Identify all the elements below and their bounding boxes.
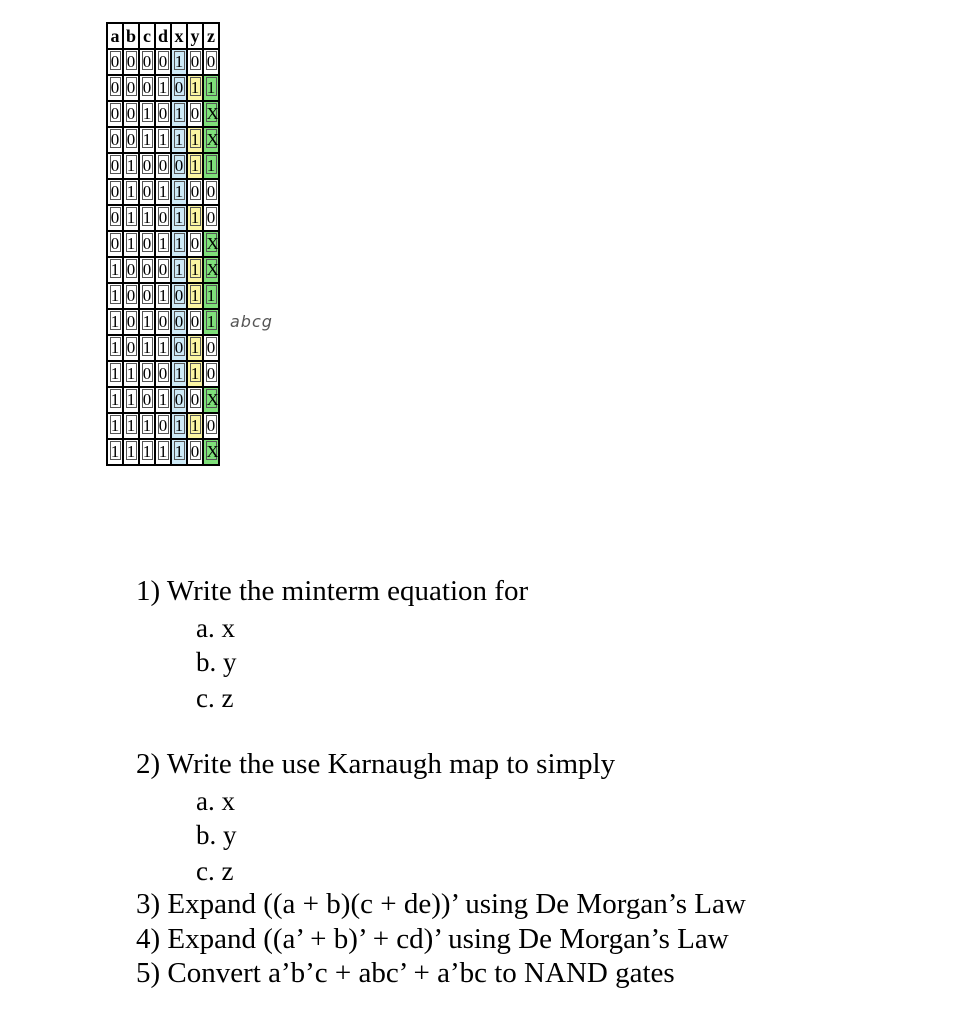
- cell-value: 1: [174, 130, 184, 149]
- truth-table-row: [107, 231, 219, 257]
- cell-value: 1: [174, 260, 184, 279]
- cell-value: 1: [206, 286, 216, 305]
- cell-y: [187, 101, 203, 127]
- cell-value: 0: [126, 260, 136, 279]
- cell-y: [187, 283, 203, 309]
- cell-value: 1: [158, 234, 168, 253]
- cell-value: 1: [158, 182, 168, 201]
- truth-table-row: [107, 205, 219, 231]
- cell-z: [203, 205, 219, 231]
- cell-value: 0: [142, 260, 152, 279]
- cell-a: [107, 101, 123, 127]
- truth-table: [106, 22, 220, 466]
- header-c: c: [139, 23, 155, 49]
- cell-b: [123, 283, 139, 309]
- cell-value: 0: [190, 312, 200, 331]
- cell-b: [123, 205, 139, 231]
- cell-a: [107, 361, 123, 387]
- cell-d: [155, 413, 171, 439]
- cell-value: 0: [174, 390, 184, 409]
- header-b: b: [123, 23, 139, 49]
- cell-x: [171, 283, 187, 309]
- cell-x: [171, 101, 187, 127]
- cell-value: 0: [206, 338, 216, 357]
- truth-table-row: [107, 361, 219, 387]
- cell-value: 1: [174, 442, 184, 461]
- cell-y: [187, 231, 203, 257]
- cell-a: [107, 153, 123, 179]
- cell-c: [139, 101, 155, 127]
- cell-value: 0: [126, 78, 136, 97]
- cell-z: [203, 361, 219, 387]
- cell-value: 0: [190, 182, 200, 201]
- cell-value: 0: [142, 286, 152, 305]
- cell-d: [155, 75, 171, 101]
- question-2: 2) Write the use Karnaugh map to simply: [136, 748, 616, 780]
- cell-value: X: [206, 104, 219, 123]
- question-1: 1) Write the minterm equation for: [136, 575, 529, 607]
- cell-c: [139, 387, 155, 413]
- cell-value: 1: [110, 416, 120, 435]
- cell-value: 1: [206, 156, 216, 175]
- cell-value: 0: [110, 78, 120, 97]
- question-3: 3) Expand ((a + b)(c + de))’ using De Morgan’s Law: [136, 888, 746, 920]
- cell-value: 0: [142, 234, 152, 253]
- cell-value: 1: [110, 442, 120, 461]
- cell-value: 0: [174, 286, 184, 305]
- truth-table-row: [107, 49, 219, 75]
- cell-c: [139, 309, 155, 335]
- cell-c: [139, 335, 155, 361]
- cell-value: 1: [158, 286, 168, 305]
- cell-value: 1: [126, 442, 136, 461]
- cell-a: [107, 49, 123, 75]
- cell-value: 1: [142, 416, 152, 435]
- cell-value: 0: [206, 52, 216, 71]
- header-x: x: [171, 23, 187, 49]
- cell-a: [107, 75, 123, 101]
- cell-value: 0: [126, 130, 136, 149]
- cell-z: [203, 309, 219, 335]
- cell-d: [155, 127, 171, 153]
- cell-d: [155, 257, 171, 283]
- cell-z: [203, 153, 219, 179]
- cell-x: [171, 153, 187, 179]
- cell-a: [107, 283, 123, 309]
- cell-c: [139, 439, 155, 465]
- cell-c: [139, 257, 155, 283]
- cell-d: [155, 361, 171, 387]
- cell-value: 0: [190, 234, 200, 253]
- cell-value: 0: [110, 208, 120, 227]
- cell-value: X: [206, 442, 219, 461]
- cell-value: 0: [206, 416, 216, 435]
- cell-z: [203, 101, 219, 127]
- cell-value: 1: [126, 156, 136, 175]
- cell-value: 1: [110, 286, 120, 305]
- cell-value: 0: [158, 260, 168, 279]
- cell-y: [187, 153, 203, 179]
- cell-value: 1: [126, 208, 136, 227]
- cell-value: 1: [142, 312, 152, 331]
- cell-value: X: [206, 234, 219, 253]
- cell-z: [203, 75, 219, 101]
- cell-a: [107, 439, 123, 465]
- cell-y: [187, 387, 203, 413]
- cell-value: 1: [142, 442, 152, 461]
- question-2-item-b: b. y: [196, 820, 237, 850]
- cell-d: [155, 309, 171, 335]
- cell-value: X: [206, 390, 219, 409]
- cell-value: 0: [190, 390, 200, 409]
- cell-value: 1: [190, 416, 200, 435]
- cell-value: 0: [110, 182, 120, 201]
- cell-b: [123, 153, 139, 179]
- cell-value: 1: [206, 78, 216, 97]
- cell-value: 0: [126, 52, 136, 71]
- cell-z: [203, 231, 219, 257]
- cell-b: [123, 75, 139, 101]
- cell-value: 1: [110, 338, 120, 357]
- cell-y: [187, 413, 203, 439]
- truth-table-row: [107, 153, 219, 179]
- cell-b: [123, 49, 139, 75]
- cell-x: [171, 257, 187, 283]
- cell-value: 0: [158, 364, 168, 383]
- truth-table-header-row: [107, 23, 219, 49]
- cell-value: 1: [142, 104, 152, 123]
- cell-value: 0: [126, 312, 136, 331]
- cell-value: 1: [174, 208, 184, 227]
- cell-c: [139, 361, 155, 387]
- cell-value: 1: [110, 390, 120, 409]
- cell-y: [187, 309, 203, 335]
- cell-value: 0: [206, 364, 216, 383]
- cell-c: [139, 413, 155, 439]
- cell-z: [203, 257, 219, 283]
- cell-x: [171, 309, 187, 335]
- cell-value: 1: [190, 208, 200, 227]
- cell-value: 0: [158, 312, 168, 331]
- cell-value: 0: [174, 312, 184, 331]
- truth-table-row: [107, 413, 219, 439]
- cell-d: [155, 205, 171, 231]
- cell-b: [123, 179, 139, 205]
- cell-value: 1: [158, 78, 168, 97]
- cell-z: [203, 49, 219, 75]
- cell-value: 0: [126, 338, 136, 357]
- cell-x: [171, 49, 187, 75]
- cell-d: [155, 49, 171, 75]
- cell-value: 1: [174, 104, 184, 123]
- cell-value: 0: [142, 78, 152, 97]
- question-4: 4) Expand ((a’ + b)’ + cd)’ using De Morgan’s Law: [136, 923, 729, 955]
- truth-table-row: [107, 127, 219, 153]
- cell-value: 1: [158, 338, 168, 357]
- cell-value: 0: [206, 182, 216, 201]
- cell-a: [107, 231, 123, 257]
- cell-c: [139, 127, 155, 153]
- cell-value: 1: [190, 260, 200, 279]
- cell-b: [123, 387, 139, 413]
- truth-table-row: [107, 309, 219, 335]
- cell-d: [155, 387, 171, 413]
- question-2-item-c: c. z: [196, 856, 234, 886]
- cell-y: [187, 335, 203, 361]
- question-2-item-a: a. x: [196, 786, 235, 816]
- cell-x: [171, 231, 187, 257]
- cell-value: 1: [190, 156, 200, 175]
- cell-value: 1: [126, 364, 136, 383]
- cell-b: [123, 127, 139, 153]
- cell-y: [187, 257, 203, 283]
- cell-d: [155, 153, 171, 179]
- cell-value: 1: [110, 260, 120, 279]
- truth-table-row: [107, 257, 219, 283]
- cell-value: 0: [206, 208, 216, 227]
- cell-b: [123, 439, 139, 465]
- cell-value: 0: [190, 442, 200, 461]
- cell-b: [123, 413, 139, 439]
- cell-x: [171, 439, 187, 465]
- cell-value: 0: [110, 104, 120, 123]
- cell-value: 0: [174, 156, 184, 175]
- truth-table-row: [107, 101, 219, 127]
- cell-value: 0: [190, 104, 200, 123]
- cell-c: [139, 205, 155, 231]
- cell-value: 1: [174, 182, 184, 201]
- cell-value: 1: [174, 364, 184, 383]
- truth-table-row: [107, 439, 219, 465]
- cell-y: [187, 49, 203, 75]
- cell-value: 1: [142, 338, 152, 357]
- cell-d: [155, 439, 171, 465]
- cell-a: [107, 205, 123, 231]
- cell-value: 0: [158, 104, 168, 123]
- cell-c: [139, 75, 155, 101]
- cell-b: [123, 257, 139, 283]
- cell-y: [187, 127, 203, 153]
- cell-z: [203, 439, 219, 465]
- cell-value: 1: [174, 234, 184, 253]
- cell-value: 0: [110, 234, 120, 253]
- cell-value: 1: [158, 130, 168, 149]
- cell-value: 1: [110, 312, 120, 331]
- cell-value: 1: [126, 234, 136, 253]
- cell-a: [107, 179, 123, 205]
- cell-value: 1: [190, 364, 200, 383]
- cell-x: [171, 205, 187, 231]
- cell-value: 0: [110, 52, 120, 71]
- cell-d: [155, 231, 171, 257]
- header-a: a: [107, 23, 123, 49]
- cell-d: [155, 335, 171, 361]
- cell-x: [171, 413, 187, 439]
- cell-c: [139, 49, 155, 75]
- truth-table-row: [107, 283, 219, 309]
- cell-z: [203, 387, 219, 413]
- header-z: z: [203, 23, 219, 49]
- cell-b: [123, 309, 139, 335]
- cell-value: 1: [190, 286, 200, 305]
- cell-value: 0: [142, 52, 152, 71]
- cell-value: X: [206, 260, 219, 279]
- cell-value: 1: [174, 416, 184, 435]
- cell-value: 0: [142, 390, 152, 409]
- cell-c: [139, 153, 155, 179]
- cell-a: [107, 257, 123, 283]
- cell-value: 0: [174, 78, 184, 97]
- question-5: 5) Convert a’b’c + abc’ + a’bc to NAND gates: [136, 957, 675, 989]
- cell-c: [139, 231, 155, 257]
- cell-a: [107, 387, 123, 413]
- cell-a: [107, 335, 123, 361]
- cell-value: 1: [190, 130, 200, 149]
- cell-y: [187, 439, 203, 465]
- question-1-item-b: b. y: [196, 647, 237, 677]
- cell-value: 1: [142, 208, 152, 227]
- truth-table-row: [107, 75, 219, 101]
- header-d: d: [155, 23, 171, 49]
- cell-z: [203, 413, 219, 439]
- cell-x: [171, 127, 187, 153]
- cell-y: [187, 205, 203, 231]
- cell-b: [123, 335, 139, 361]
- cell-value: 1: [158, 442, 168, 461]
- cell-c: [139, 179, 155, 205]
- cell-value: 0: [174, 338, 184, 357]
- cell-x: [171, 75, 187, 101]
- cell-x: [171, 387, 187, 413]
- cell-value: 0: [110, 130, 120, 149]
- truth-table-row: [107, 179, 219, 205]
- question-1-item-a: a. x: [196, 613, 235, 643]
- cell-value: 0: [142, 364, 152, 383]
- cell-d: [155, 283, 171, 309]
- truth-table-row: [107, 387, 219, 413]
- cell-x: [171, 361, 187, 387]
- cell-z: [203, 335, 219, 361]
- cell-y: [187, 179, 203, 205]
- cell-value: 1: [126, 390, 136, 409]
- cell-value: 0: [110, 156, 120, 175]
- cell-value: 1: [190, 338, 200, 357]
- cell-value: 1: [142, 130, 152, 149]
- cell-x: [171, 335, 187, 361]
- cell-b: [123, 101, 139, 127]
- cell-value: 1: [158, 390, 168, 409]
- cell-value: 1: [126, 416, 136, 435]
- cell-z: [203, 283, 219, 309]
- cell-value: 0: [142, 156, 152, 175]
- cell-y: [187, 361, 203, 387]
- cell-value: 1: [174, 52, 184, 71]
- cell-a: [107, 309, 123, 335]
- cell-z: [203, 179, 219, 205]
- cell-d: [155, 179, 171, 205]
- cell-value: 0: [190, 52, 200, 71]
- cell-a: [107, 127, 123, 153]
- cell-value: 0: [158, 208, 168, 227]
- cell-a: [107, 413, 123, 439]
- cell-x: [171, 179, 187, 205]
- cell-value: 1: [206, 312, 216, 331]
- cell-value: 0: [126, 104, 136, 123]
- cell-z: [203, 127, 219, 153]
- cell-value: X: [206, 130, 219, 149]
- handwritten-note: abcg: [230, 312, 273, 331]
- cell-d: [155, 101, 171, 127]
- cell-value: 1: [110, 364, 120, 383]
- question-1-item-c: c. z: [196, 683, 234, 713]
- truth-table-row: [107, 335, 219, 361]
- cell-value: 1: [126, 182, 136, 201]
- cell-c: [139, 283, 155, 309]
- cell-value: 1: [190, 78, 200, 97]
- cell-b: [123, 361, 139, 387]
- cell-value: 0: [142, 182, 152, 201]
- cell-value: 0: [158, 156, 168, 175]
- cell-y: [187, 75, 203, 101]
- cell-value: 0: [158, 52, 168, 71]
- truth-table-body: [107, 49, 219, 465]
- cell-value: 0: [158, 416, 168, 435]
- cell-value: 0: [126, 286, 136, 305]
- cell-b: [123, 231, 139, 257]
- header-y: y: [187, 23, 203, 49]
